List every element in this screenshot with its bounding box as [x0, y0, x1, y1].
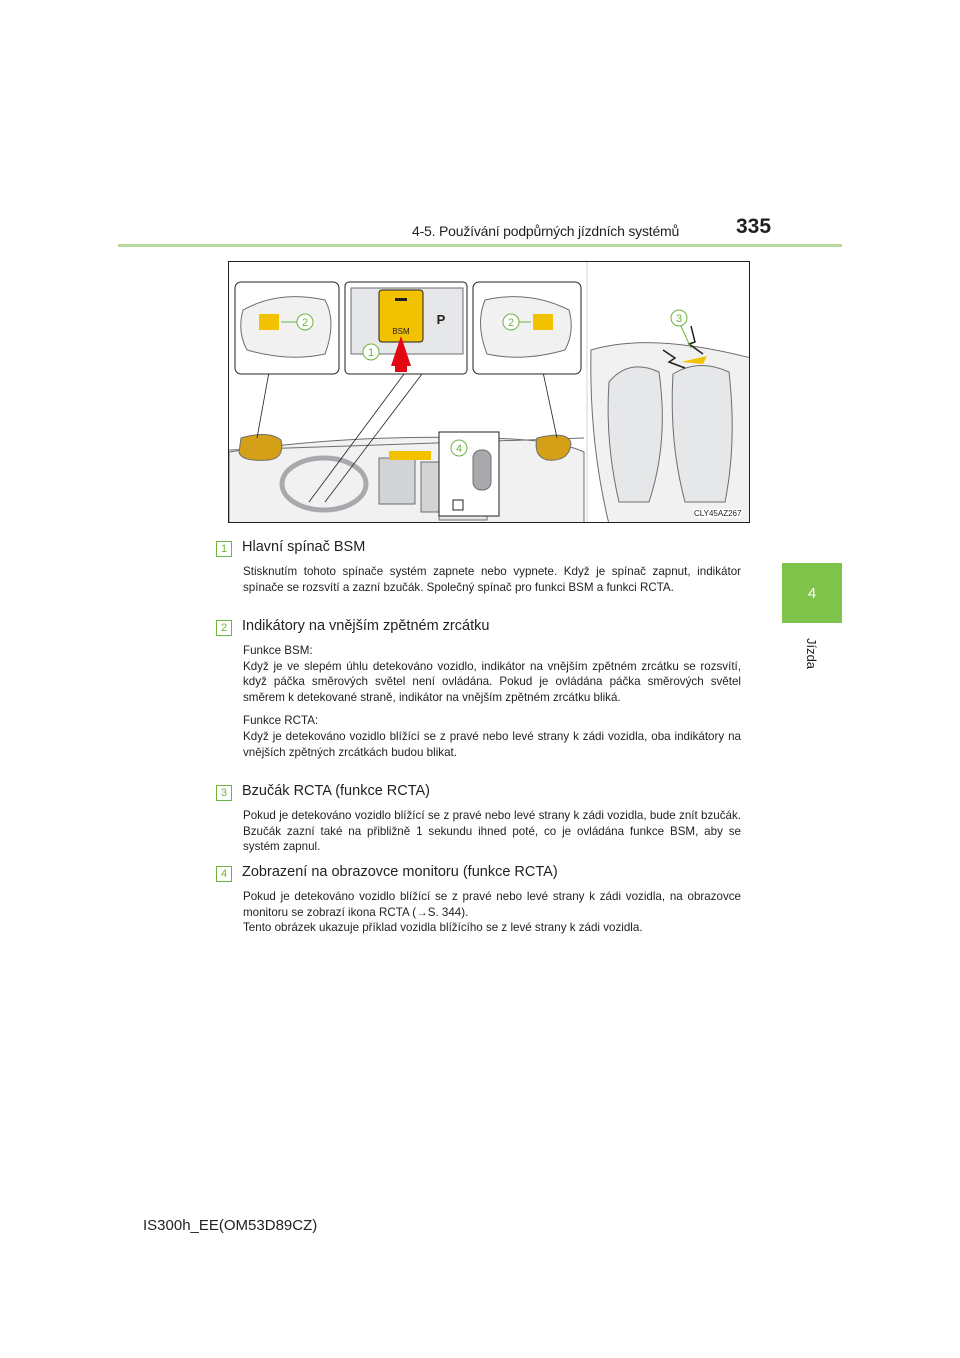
left-mirror-indicator	[259, 314, 279, 330]
footer-model-code: IS300h_EE(OM53D89CZ)	[143, 1217, 318, 1234]
left-mirror-body	[239, 434, 282, 460]
item-title: Bzučák RCTA (funkce RCTA)	[242, 783, 431, 799]
paragraph: Funkce BSM:	[243, 644, 313, 657]
item-number: 1	[216, 541, 232, 557]
item-body	[243, 889, 741, 936]
item-number: 4	[216, 866, 232, 882]
callout-4	[451, 440, 467, 456]
item-number: 2	[216, 620, 232, 636]
paragraph: Když je detekováno vozidlo blížící se z pravé nebo levé strany k zádi vozidla, oba indikátory na vnějších zpětných zrcátkách budou blikat.	[243, 729, 741, 759]
illustration	[228, 261, 750, 523]
svg-text:2: 2	[507, 317, 515, 329]
illustration-drawing	[229, 262, 750, 523]
right-mirror-indicator	[533, 314, 553, 330]
paragraph: Funkce RCTA:	[243, 714, 319, 728]
bsm-switch-label: BSM	[392, 327, 410, 336]
svg-text:2: 2	[301, 317, 309, 329]
item-title: Indikátory na vnějším zpětném zrcátku	[242, 618, 490, 634]
item-number: 3	[216, 785, 232, 801]
callout-1	[363, 344, 379, 360]
item-body	[243, 564, 741, 595]
chapter-tab[interactable]: 4	[782, 563, 842, 623]
item-body	[243, 643, 741, 760]
item-title: Hlavní spínač BSM	[242, 539, 366, 555]
svg-text:1: 1	[367, 347, 375, 359]
paragraph: Pokud je detekováno vozidlo blížící se z pravé nebo levé strany k zádi vozidla, bude znít bzučák. Bzučák zazní také na přibližně 1 sekundu ihned poté, co je ovládána funkce BSM, aby se systém zapnul.	[243, 809, 741, 854]
item-body	[243, 808, 741, 855]
paragraph: Tento obrázek ukazuje příklad vozidla blížícího se z levé strany k zádi vozidla.	[243, 921, 643, 935]
park-assist-label: P	[436, 312, 446, 327]
paragraph: Pokud je detekováno vozidlo blížící se z pravé nebo levé strany k zádi vozidla, na obrazovce monitoru se zobrazí ikona RCTA (→S. 344).	[243, 890, 741, 919]
item-title: Zobrazení na obrazovce monitoru (funkce RCTA)	[242, 864, 558, 880]
chapter-label-text: Jízda	[804, 637, 820, 669]
svg-text:3: 3	[675, 313, 683, 325]
svg-text:4: 4	[455, 443, 463, 455]
header-section-title: 4-5. Používání podpůrných jízdních systémů	[412, 223, 680, 239]
header-rule	[118, 244, 842, 247]
page-number: 335	[736, 215, 772, 238]
paragraph: Stisknutím tohoto spínače systém zapnete nebo vypnete. Když je spínač zapnut, indikátor spínače se rozsvítí a zazní bzučák. Společný spínač pro funkci BSM a funkci RCTA.	[243, 565, 741, 594]
chapter-label	[780, 628, 844, 678]
paragraph: Když je ve slepém úhlu detekováno vozidlo, indikátor na vnějším zpětném zrcátku se rozsvítí, když páčka směrových světel není ovládána. Pokud je ovládána páčka směrových světel směrem k detekované straně, indikátor na vnějším zpětném zrcátku bliká.	[243, 659, 741, 704]
figure-code: CLY45AZ267	[694, 509, 742, 518]
indicator-highlight	[389, 451, 431, 460]
